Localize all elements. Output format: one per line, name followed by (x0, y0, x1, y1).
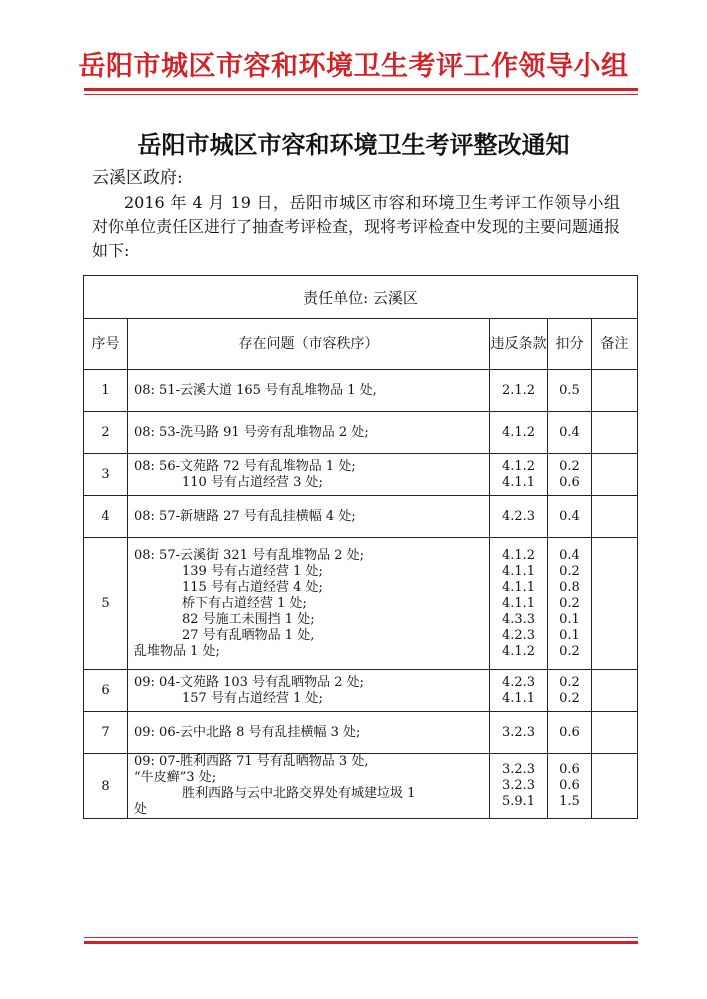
row-note (592, 754, 638, 819)
header-rule-thin (84, 94, 638, 95)
points-line: 0.2 (559, 674, 580, 690)
row-issue (128, 670, 490, 712)
issues-table (83, 275, 638, 819)
code-line: 4.1.2 (501, 547, 536, 563)
issue-line: 27 号有乱晒物品 1 处, (182, 627, 315, 643)
table-row (84, 712, 638, 754)
row-issue (128, 370, 490, 412)
row-code (490, 496, 548, 538)
table-row (84, 538, 638, 670)
issue-line: 08: 57-新塘路 27 号有乱挂横幅 4 处; (134, 508, 356, 524)
issue-line: 08: 53-洗马路 91 号旁有乱堆物品 2 处; (134, 424, 369, 440)
issue-line: 110 号有占道经营 3 处; (182, 474, 323, 490)
row-note (592, 496, 638, 538)
row-note (592, 670, 638, 712)
header-code: 违反条款 (490, 319, 548, 370)
issue-line: 乱堆物品 1 处; (134, 643, 220, 659)
code-line: 4.2.3 (501, 627, 536, 643)
row-code (490, 370, 548, 412)
issue-line: 08: 51-云溪大道 165 号有乱堆物品 1 处, (134, 382, 377, 398)
row-code (490, 754, 548, 819)
row-seq: 1 (84, 370, 128, 412)
row-points (548, 412, 592, 454)
row-points (548, 454, 592, 496)
org-title: 岳阳市城区市容和环境卫生考评工作领导小组 (78, 51, 629, 82)
points-line: 0.8 (559, 579, 580, 595)
points-line: 0.6 (559, 724, 580, 740)
points-line: 0.1 (559, 611, 580, 627)
row-seq: 7 (84, 712, 128, 754)
code-line: 4.1.2 (501, 643, 536, 659)
responsible-unit: 责任单位: 云溪区 (84, 276, 638, 319)
row-issue (128, 454, 490, 496)
table-row (84, 412, 638, 454)
points-line: 0.6 (559, 778, 580, 793)
code-line: 3.2.3 (501, 724, 536, 740)
row-code (490, 670, 548, 712)
code-line: 3.2.3 (501, 778, 536, 793)
table-row (84, 370, 638, 412)
row-code (490, 538, 548, 670)
table-row (84, 670, 638, 712)
row-seq: 6 (84, 670, 128, 712)
issue-line: 08: 56-文苑路 72 号有乱堆物品 1 处; (134, 458, 356, 474)
code-line: 4.2.3 (501, 508, 536, 524)
issue-line: 09: 04-文苑路 103 号有乱晒物品 2 处; (134, 674, 364, 690)
points-line: 0.5 (559, 382, 580, 398)
row-note (592, 412, 638, 454)
code-line: 4.1.1 (501, 690, 536, 706)
row-points (548, 670, 592, 712)
row-points (548, 538, 592, 670)
row-points (548, 496, 592, 538)
code-line: 3.2.3 (501, 762, 536, 777)
code-line: 4.3.3 (501, 611, 536, 627)
footer-rule-thick (84, 941, 638, 944)
row-seq: 4 (84, 496, 128, 538)
header-points: 扣分 (548, 319, 592, 370)
row-issue (128, 496, 490, 538)
code-line: 5.9.1 (501, 794, 536, 809)
row-issue (128, 754, 490, 819)
issue-line: 82 号施工未围挡 1 处; (182, 611, 315, 627)
code-line: 4.1.2 (501, 458, 536, 474)
row-points (548, 370, 592, 412)
row-note (592, 370, 638, 412)
row-issue (128, 712, 490, 754)
code-line: 4.1.1 (501, 595, 536, 611)
row-issue (128, 538, 490, 670)
points-line: 0.2 (559, 458, 580, 474)
footer-rule-thin (84, 937, 638, 938)
code-line: 2.1.2 (501, 382, 536, 398)
table-row (84, 496, 638, 538)
points-line: 0.4 (559, 508, 580, 524)
row-points (548, 712, 592, 754)
table-row (84, 454, 638, 496)
points-line: 0.2 (559, 563, 580, 579)
row-code (490, 454, 548, 496)
issue-line: 115 号有占道经营 4 处; (182, 579, 323, 595)
issue-line: 桥下有占道经营 1 处; (182, 595, 307, 611)
issue-line: 09: 07-胜利西路 71 号有乱晒物品 3 处, (134, 754, 369, 769)
points-line: 0.6 (559, 762, 580, 777)
row-seq: 5 (84, 538, 128, 670)
points-line: 1.5 (559, 794, 580, 809)
body-paragraph: 2016 年 4 月 19 日，岳阳市城区市容和环境卫生考评工作领导小组对你单位责任区进行了抽查考评检查，现将考评检查中发现的主要问题通报如下: (92, 193, 621, 260)
table-body (84, 370, 638, 819)
issue-line: 157 号有占道经营 1 处; (182, 690, 323, 706)
header-issue: 存在问题（市容秩序） (128, 319, 490, 370)
points-line: 0.6 (559, 474, 580, 490)
issue-line: 139 号有占道经营 1 处; (182, 563, 323, 579)
document-title: 岳阳市城区市容和环境卫生考评整改通知 (137, 130, 570, 159)
issue-line: 09: 06-云中北路 8 号有乱挂横幅 3 处; (134, 724, 361, 740)
issue-line: 胜利西路与云中北路交界处有城建垃圾 1 (182, 786, 416, 801)
header-seq: 序号 (84, 319, 128, 370)
code-line: 4.1.1 (501, 474, 536, 490)
row-points (548, 754, 592, 819)
header-rule-thick (84, 88, 638, 91)
row-code (490, 412, 548, 454)
row-note (592, 538, 638, 670)
points-line: 0.2 (559, 690, 580, 706)
issue-line: 08: 57-云溪街 321 号有乱堆物品 2 处; (134, 547, 364, 563)
row-seq: 3 (84, 454, 128, 496)
points-line: 0.2 (559, 595, 580, 611)
issue-line: “牛皮癣”3 处; (134, 770, 217, 785)
points-line: 0.4 (559, 424, 580, 440)
row-seq: 8 (84, 754, 128, 819)
addressee: 云溪区政府: (92, 168, 183, 188)
row-code (490, 712, 548, 754)
row-seq: 2 (84, 412, 128, 454)
issue-line: 处 (134, 802, 148, 817)
code-line: 4.1.2 (501, 424, 536, 440)
points-line: 0.1 (559, 627, 580, 643)
code-line: 4.1.1 (501, 563, 536, 579)
header-note: 备注 (592, 319, 638, 370)
code-line: 4.2.3 (501, 674, 536, 690)
code-line: 4.1.1 (501, 579, 536, 595)
points-line: 0.2 (559, 643, 580, 659)
row-note (592, 712, 638, 754)
points-line: 0.4 (559, 547, 580, 563)
table-row (84, 754, 638, 819)
row-issue (128, 412, 490, 454)
row-note (592, 454, 638, 496)
